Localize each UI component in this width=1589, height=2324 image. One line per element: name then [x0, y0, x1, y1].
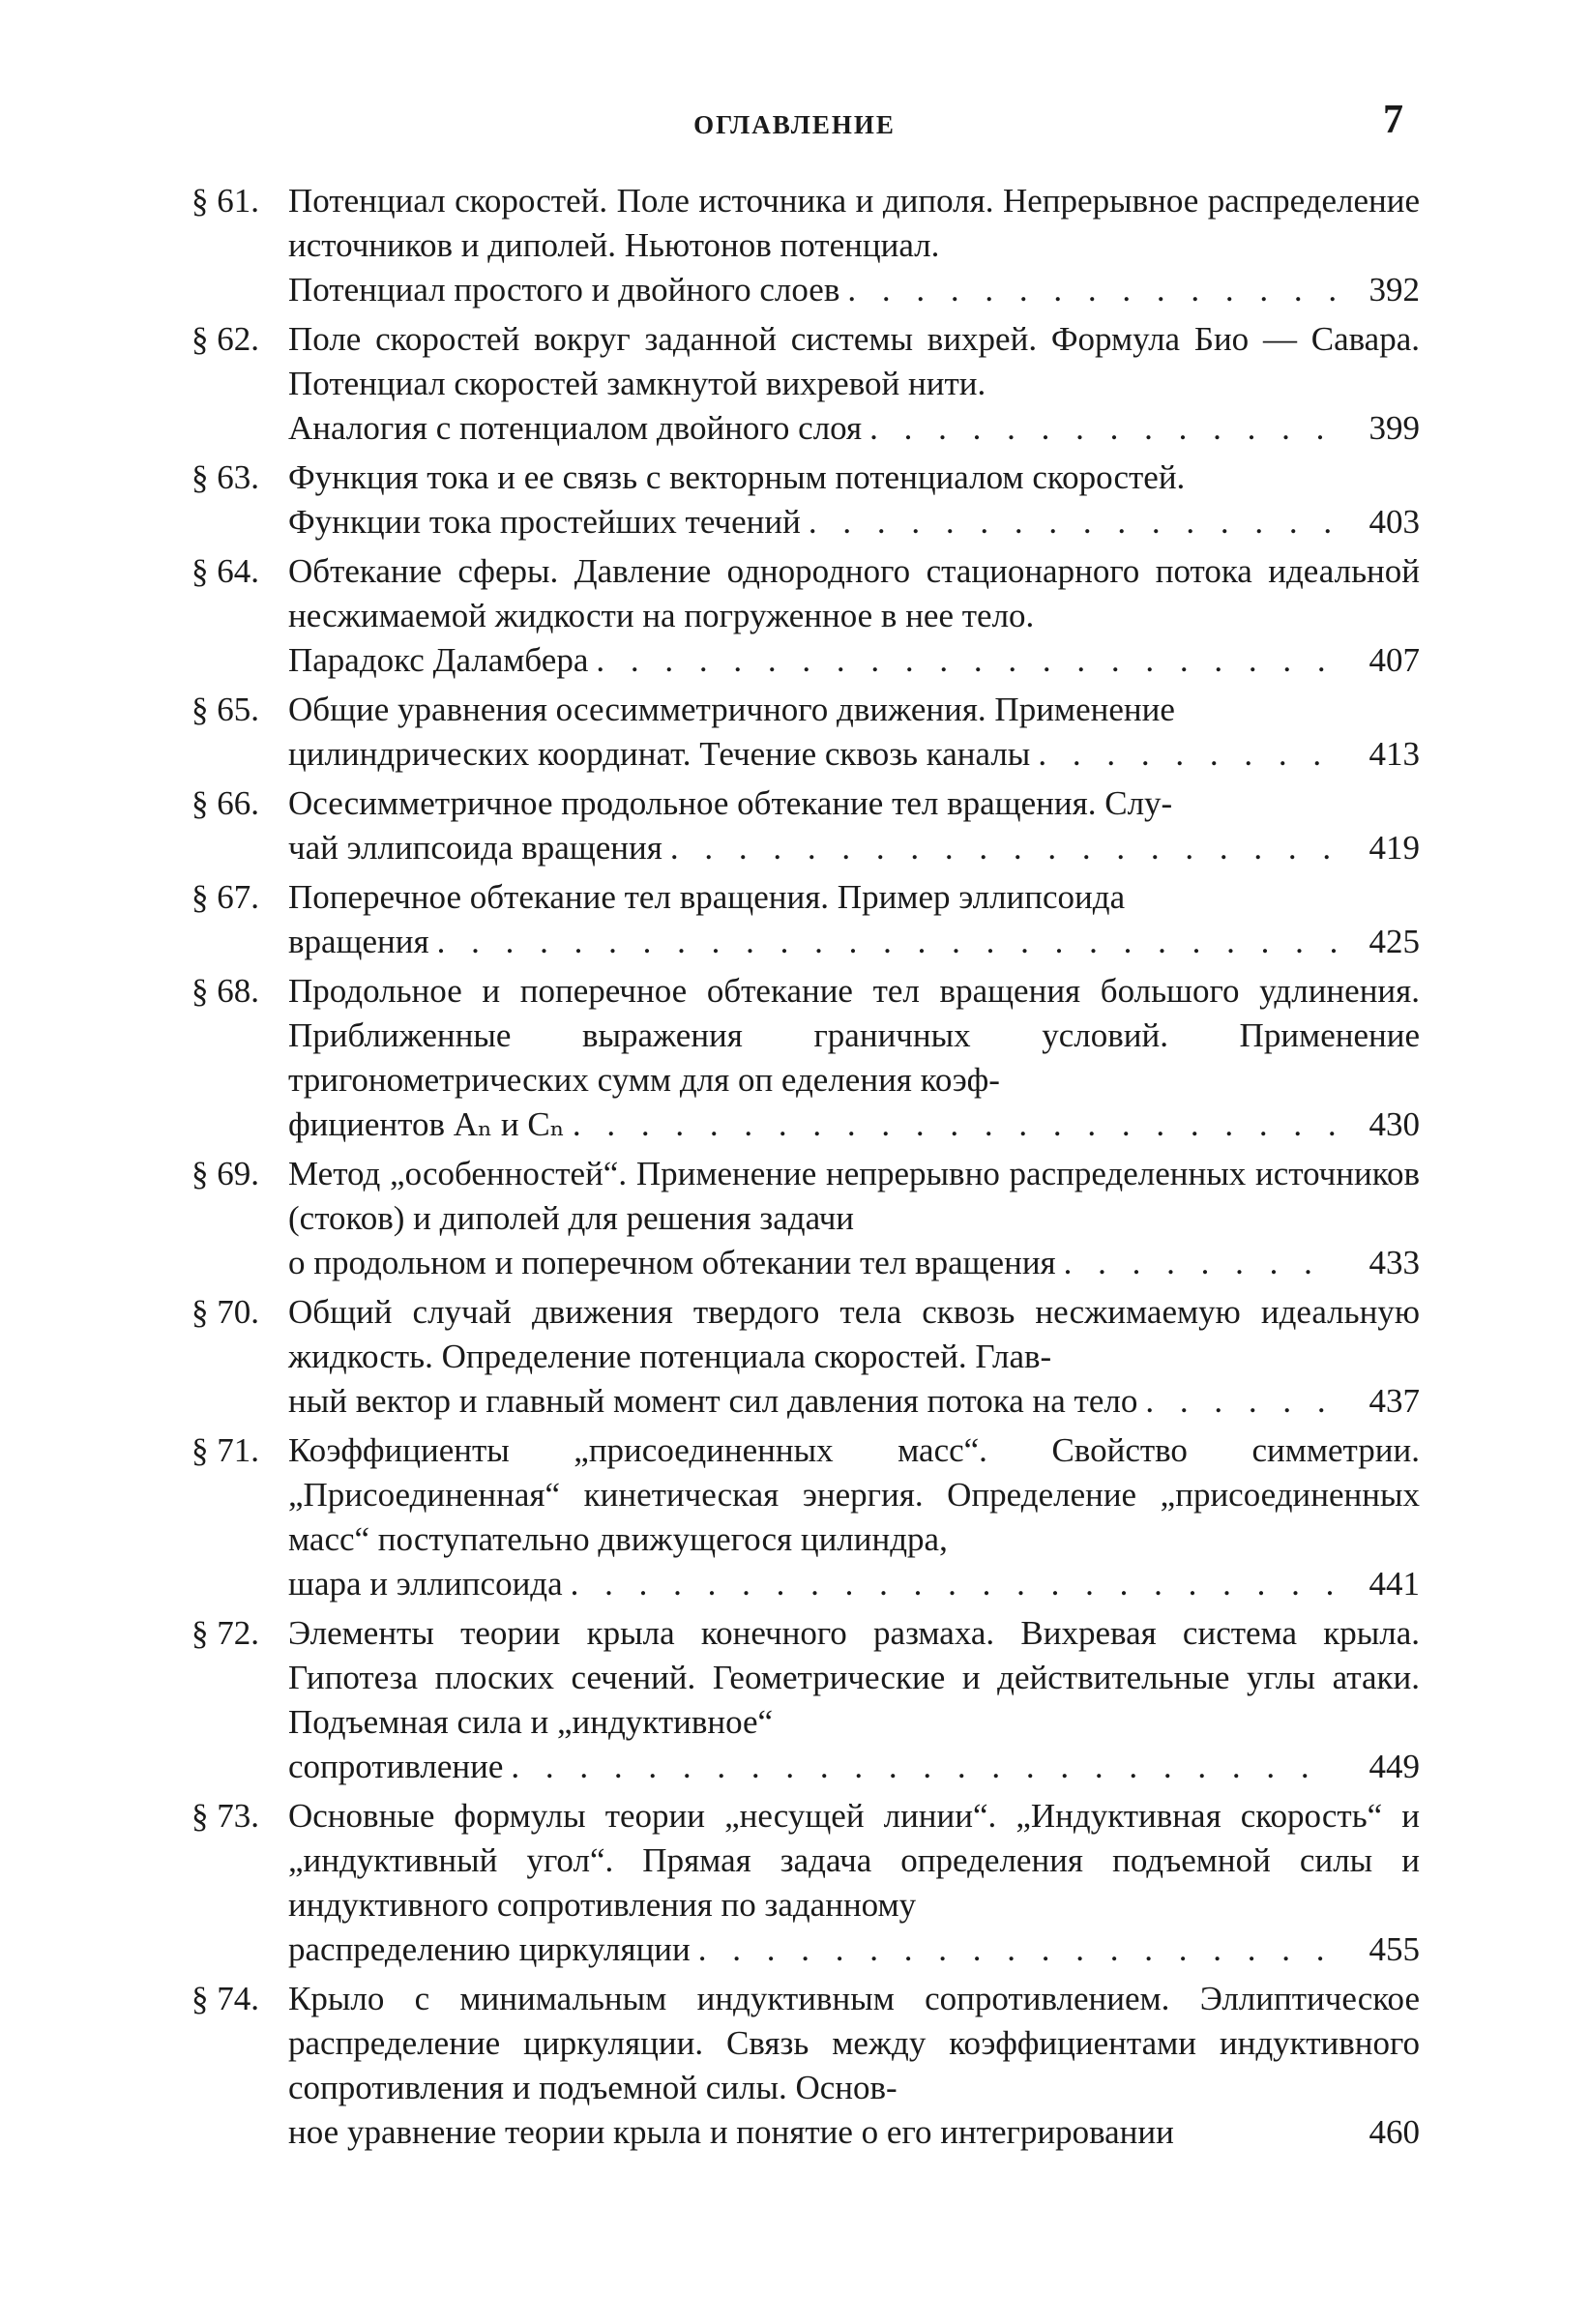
page-ref: 433: [1368, 1244, 1420, 1281]
toc-entry: [191, 1428, 1420, 1606]
running-title: ОГЛАВЛЕНИЕ: [693, 110, 896, 139]
entry-line: Коэффициенты „присоединенных масс“. Свойство симметрии. „Присоединенная“ кинетическая энергия. Определение „присоединенных масс“ поступательно движущегося цилиндра,: [288, 1431, 1420, 1558]
section-number: § 71.: [191, 1431, 259, 1469]
toc-entry: [191, 1152, 1420, 1285]
entry-last-text: о продольном и поперечном обтекании тел вращения: [288, 1244, 1056, 1281]
entry-last-line: [288, 1379, 1420, 1424]
entry-text: [288, 969, 1420, 1147]
page-ref: 399: [1368, 409, 1420, 447]
table-of-contents: [191, 179, 1420, 2160]
dot-leader: [573, 1103, 1337, 1147]
section-number: § 64.: [191, 552, 259, 590]
toc-entry: [191, 317, 1420, 451]
toc-entry: [191, 1290, 1420, 1424]
entry-line: Метод „особенностей“. Применение непрерывно распределенных источников (стоков) и диполей для решения задачи: [288, 1155, 1420, 1237]
entry-text: [288, 875, 1420, 964]
entry-text: [288, 1977, 1420, 2155]
section-number: § 74.: [191, 1980, 259, 2017]
entry-last-text: Потенциал простого и двойного слоев: [288, 271, 840, 309]
section-number: § 72.: [191, 1614, 259, 1652]
page-ref: 413: [1368, 735, 1420, 773]
toc-entry: [191, 549, 1420, 683]
dot-leader: [571, 1562, 1337, 1606]
entry-text: [288, 1152, 1420, 1285]
dot-leader: [511, 1745, 1337, 1789]
toc-entry: [191, 688, 1420, 777]
entry-last-line: [288, 1927, 1420, 1972]
page-ref: 437: [1368, 1382, 1420, 1420]
section-number: § 70.: [191, 1293, 259, 1331]
toc-entry: [191, 179, 1420, 312]
entry-text: [288, 1428, 1420, 1606]
entry-last-text: фициентов Aₙ и Cₙ: [288, 1105, 565, 1143]
toc-entry: [191, 1611, 1420, 1789]
entry-line: Поперечное обтекание тел вращения. Пример эллипсоида: [288, 878, 1126, 916]
page-header: [0, 97, 1589, 155]
entry-text: [288, 456, 1420, 544]
entry-text: [288, 549, 1420, 683]
entry-line: Осесимметричное продольное обтекание тел вращения. Слу-: [288, 784, 1173, 822]
dot-leader: [1064, 1241, 1337, 1285]
dot-leader: [1145, 1379, 1337, 1424]
entry-text: [288, 688, 1420, 777]
page-ref: 407: [1368, 641, 1420, 679]
toc-entry: [191, 781, 1420, 870]
page-ref: 419: [1368, 829, 1420, 867]
entry-last-text: распределению циркуляции: [288, 1930, 691, 1968]
entry-last-text: ное уравнение теории крыла и понятие о его интегрировании: [288, 2113, 1174, 2151]
entry-line: Общие уравнения осесимметричного движения. Применение: [288, 691, 1175, 728]
toc-entry: [191, 1794, 1420, 1972]
entry-text: [288, 1794, 1420, 1972]
section-number: § 62.: [191, 320, 259, 358]
page-number: 7: [1383, 98, 1403, 142]
entry-last-text: Аналогия с потенциалом двойного слоя: [288, 409, 863, 447]
section-number: § 69.: [191, 1155, 259, 1192]
toc-entry: [191, 456, 1420, 544]
section-number: § 61.: [191, 182, 259, 220]
entry-last-line: [288, 1745, 1420, 1789]
entry-last-text: ный вектор и главный момент сил давления потока на тело: [288, 1382, 1138, 1420]
entry-line: Обтекание сферы. Давление однородного стационарного потока идеальной несжимаемой жидкости на погруженное в нее тело.: [288, 552, 1420, 634]
dot-leader: [698, 1927, 1337, 1972]
dot-leader: [869, 406, 1337, 451]
entry-last-line: [288, 638, 1420, 683]
dot-leader: [1038, 732, 1337, 777]
entry-last-text: вращения: [288, 923, 429, 960]
entry-text: [288, 179, 1420, 312]
entry-last-line: [288, 406, 1420, 451]
dot-leader: [809, 500, 1337, 544]
entry-line: Элементы теории крыла конечного размаха. Вихревая система крыла. Гипотеза плоских сечений. Геометрические и действительные углы атаки. Подъемная сила и „индуктивное“: [288, 1614, 1420, 1741]
entry-last-line: [288, 1241, 1420, 1285]
entry-text: [288, 1290, 1420, 1424]
dot-leader: [596, 638, 1337, 683]
entry-line: Крыло с минимальным индуктивным сопротивлением. Эллиптическое распределение циркуляции. Связь между коэффициентами индуктивного сопротивления и подъемной силы. Основ-: [288, 1980, 1420, 2106]
section-number: § 67.: [191, 878, 259, 916]
entry-line: Общий случай движения твердого тела сквозь несжимаемую идеальную жидкость. Определение потенциала скоростей. Глав-: [288, 1293, 1420, 1375]
section-number: § 68.: [191, 972, 259, 1010]
entry-last-text: Парадокс Даламбера: [288, 641, 589, 679]
page-ref: 403: [1368, 503, 1420, 541]
entry-last-line: [288, 732, 1420, 777]
entry-text: [288, 1611, 1420, 1789]
page-ref: 430: [1368, 1105, 1420, 1143]
toc-entry: [191, 1977, 1420, 2155]
dot-leader: [670, 826, 1337, 870]
entry-line: Функция тока и ее связь с векторным потенциалом скоростей.: [288, 458, 1186, 496]
section-number: § 66.: [191, 784, 259, 822]
entry-last-text: цилиндрических координат. Течение сквозь каналы: [288, 735, 1031, 773]
entry-last-text: шара и эллипсоида: [288, 1565, 563, 1603]
page-ref: 455: [1368, 1930, 1420, 1968]
entry-last-line: [288, 1562, 1420, 1606]
entry-last-line: [288, 1103, 1420, 1147]
entry-last-line: [288, 920, 1420, 964]
entry-line: Продольное и поперечное обтекание тел вращения большого удлинения. Приближенные выражения граничных условий. Применение тригонометрических сумм для оп еделения коэф-: [288, 972, 1420, 1099]
dot-leader: [847, 268, 1337, 312]
page-ref: 441: [1368, 1565, 1420, 1603]
entry-last-text: чай эллипсоида вращения: [288, 829, 662, 867]
entry-last-line: [288, 500, 1420, 544]
entry-line: Основные формулы теории „несущей линии“. „Индуктивная скорость“ и „индуктивный угол“. Прямая задача определения подъемной силы и индуктивного сопротивления по заданному: [288, 1797, 1420, 1924]
toc-entry: [191, 969, 1420, 1147]
entry-last-line: [288, 268, 1420, 312]
page-ref: 460: [1368, 2113, 1420, 2151]
entry-last-text: сопротивление: [288, 1748, 504, 1785]
entry-text: [288, 317, 1420, 451]
section-number: § 73.: [191, 1797, 259, 1835]
page-ref: 392: [1368, 271, 1420, 309]
entry-last-line: [288, 2110, 1420, 2155]
dot-leader: [437, 920, 1337, 964]
entry-line: Поле скоростей вокруг заданной системы вихрей. Формула Био — Савара. Потенциал скоростей замкнутой вихревой нити.: [288, 320, 1420, 402]
section-number: § 63.: [191, 458, 259, 496]
page-ref: 425: [1368, 923, 1420, 960]
entry-text: [288, 781, 1420, 870]
entry-last-line: [288, 826, 1420, 870]
page-ref: 449: [1368, 1748, 1420, 1785]
section-number: § 65.: [191, 691, 259, 728]
entry-line: Потенциал скоростей. Поле источника и диполя. Непрерывное распределение источников и диполей. Ньютонов потенциал.: [288, 182, 1420, 264]
toc-entry: [191, 875, 1420, 964]
entry-last-text: Функции тока простейших течений: [288, 503, 801, 541]
